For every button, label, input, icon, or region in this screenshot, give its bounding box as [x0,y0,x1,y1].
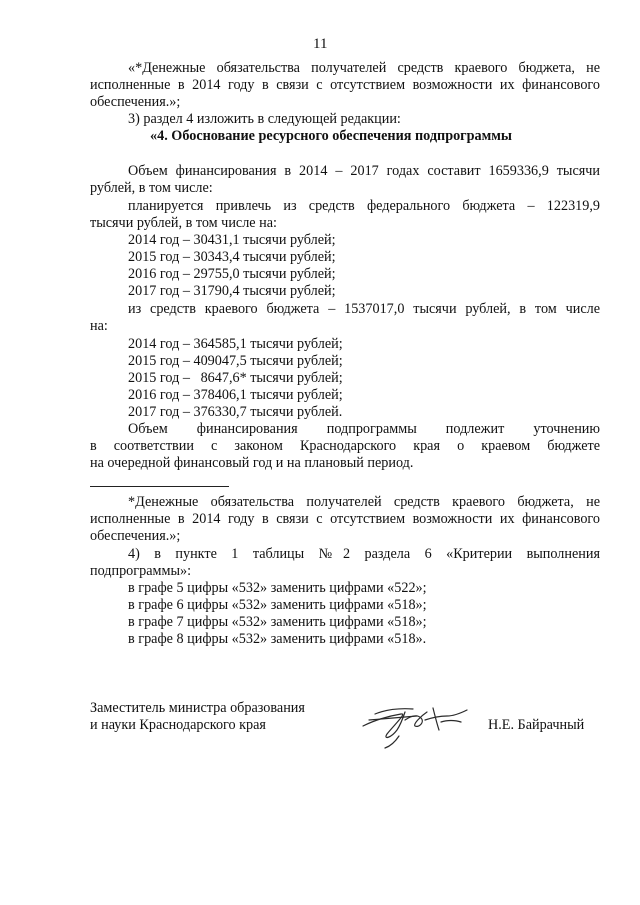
signatory-position-line-2: и науки Краснодарского края [90,717,266,733]
quote-line-3: обеспечения.»; [90,94,181,110]
handwritten-signature [355,690,475,750]
section-heading: «4. Обоснование ресурсного обеспечения подпрограммы [150,128,513,144]
regional-year-2014: 2014 год – 364585,1 тысячи рублей; [128,336,343,352]
regional-year-2015: 2015 год – 409047,5 тысячи рублей; [128,353,343,369]
clarify-line-1: Объем финансирования подпрограммы подлежит уточнению [128,421,600,437]
replacement-col-6: в графе 6 цифры «532» заменить цифрами «518»; [128,597,427,613]
regional-line-2: на: [90,318,108,334]
federal-line-2: тысячи рублей, в том числе на: [90,215,277,231]
funding-total-line-1: Объем финансирования в 2014 – 2017 годах составит 1659336,9 тысячи [128,163,600,179]
regional-line-1: из средств краевого бюджета – 1537017,0 тысячи рублей, в том числе [128,301,600,317]
item-4-line-1: 4) в пункте 1 таблицы №2 раздела 6 «Критерии выполнения [128,546,600,562]
clarify-line-2: в соответствии с законом Краснодарского края о краевом бюджете [90,438,600,454]
item-4-line-2: подпрограммы»: [90,563,192,579]
page-number: 11 [313,36,328,52]
federal-year-2016: 2016 год – 29755,0 тысячи рублей; [128,266,336,282]
federal-year-2017: 2017 год – 31790,4 тысячи рублей; [128,283,336,299]
footnote-line-3: обеспечения.»; [90,528,181,544]
federal-line-1: планируется привлечь из средств федерального бюджета – 122319,9 [128,198,600,214]
replacement-col-7: в графе 7 цифры «532» заменить цифрами «518»; [128,614,427,630]
regional-year-2017: 2017 год – 376330,7 тысячи рублей. [128,404,343,420]
footnote-line-1: *Денежные обязательства получателей средств краевого бюджета, не [128,494,600,510]
federal-year-2015: 2015 год – 30343,4 тысячи рублей; [128,249,336,265]
quote-line-2: исполненные в 2014 году в связи с отсутствием возможности их финансового [90,77,600,93]
replacement-col-8: в графе 8 цифры «532» заменить цифрами «518». [128,631,427,647]
footnote-line-2: исполненные в 2014 году в связи с отсутствием возможности их финансового [90,511,600,527]
replacement-col-5: в графе 5 цифры «532» заменить цифрами «522»; [128,580,427,596]
signatory-position-line-1: Заместитель министра образования [90,700,305,716]
quote-line-1: «*Денежные обязательства получателей средств краевого бюджета, не [128,60,600,76]
item-3: 3) раздел 4 изложить в следующей редакции: [128,111,401,127]
clarify-line-3: на очередной финансовый год и на плановый период. [90,455,414,471]
regional-year-2015-footnote: 2015 год – 8647,6* тысячи рублей; [128,370,343,386]
footnote-separator [90,486,229,487]
federal-year-2014: 2014 год – 30431,1 тысячи рублей; [128,232,336,248]
signatory-name: Н.Е. Байрачный [488,717,585,733]
regional-year-2016: 2016 год – 378406,1 тысячи рублей; [128,387,343,403]
funding-total-line-2: рублей, в том числе: [90,180,213,196]
